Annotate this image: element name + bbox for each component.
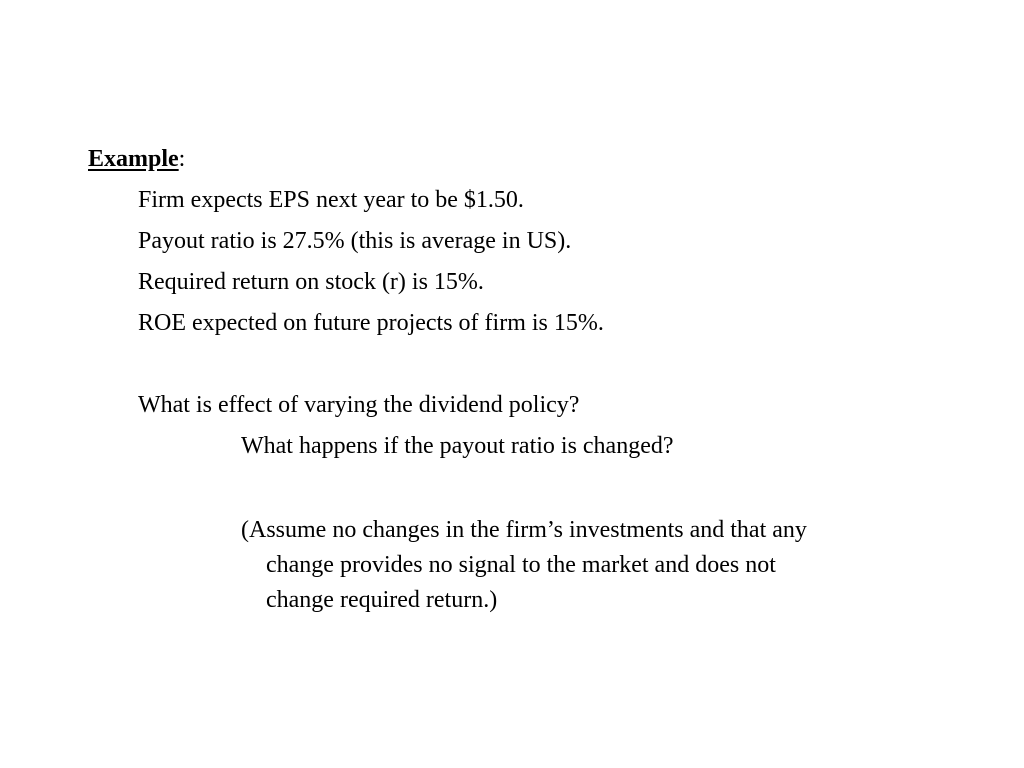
example-heading-word: Example: [88, 146, 179, 172]
fact-required-return: Required return on stock (r) is 15%.: [138, 269, 484, 295]
assumption-line: change provides no signal to the market and does not: [266, 552, 776, 578]
question-dividend-policy: What is effect of varying the dividend policy?: [138, 392, 580, 418]
assumption-line: change required return.): [266, 587, 498, 613]
fact-eps: Firm expects EPS next year to be $1.50.: [138, 187, 524, 213]
assumption-line: (Assume no changes in the firm’s investments and that any: [241, 517, 807, 543]
subquestion-payout-change: What happens if the payout ratio is changed?: [241, 433, 674, 459]
assumption-note: [241, 513, 931, 618]
fact-roe: ROE expected on future projects of firm is 15%.: [138, 310, 604, 336]
example-heading: [88, 145, 185, 174]
fact-payout-ratio: Payout ratio is 27.5% (this is average in US).: [138, 228, 572, 254]
example-heading-colon: :: [178, 146, 186, 172]
